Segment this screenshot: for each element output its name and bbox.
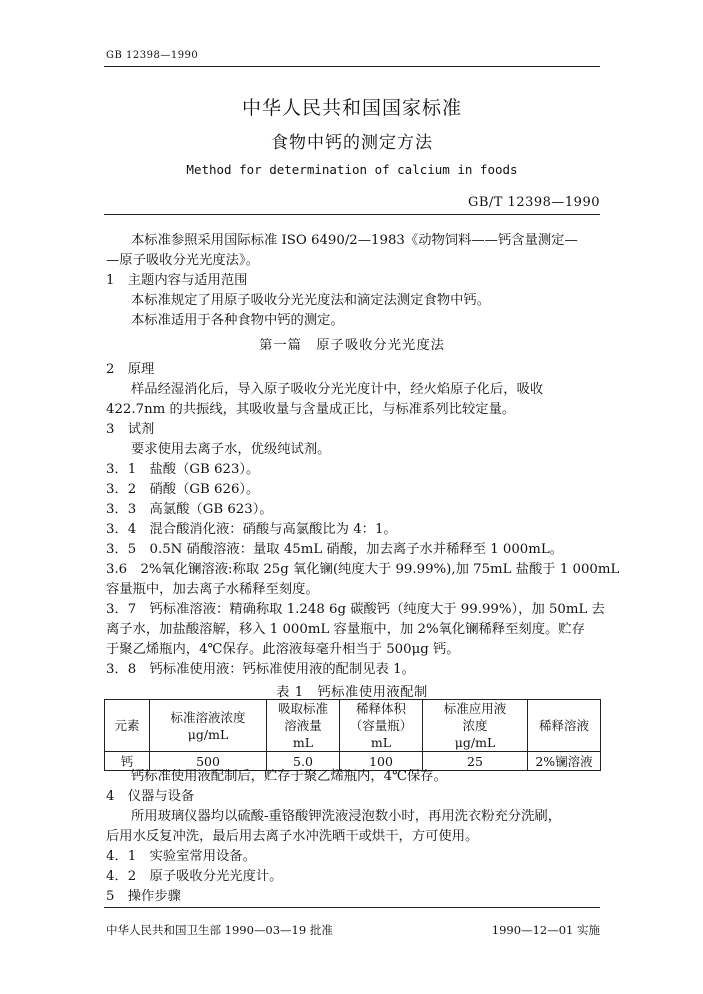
paragraph-line: 本标准参照采用国际标准 ISO 6490/2—1983《动物饲料——钙含量测定— <box>131 233 578 248</box>
paragraph-line: 离子水，加盐酸溶解，移入 1 000mL 容量瓶中，加 2%氧化镧稀释至刻度。贮存 <box>106 622 585 637</box>
paragraph-line: 所用玻璃仪器均以硫酸-重铬酸钾洗液浸泡数小时，再用洗衣粉充分洗刷， <box>131 809 561 824</box>
table-header-cell: 稀释溶液 <box>528 700 601 752</box>
paragraph-line: 于聚乙烯瓶内，4℃保存。此溶液每毫升相当于 500μg 钙。 <box>106 642 460 657</box>
section-heading: 4 仪器与设备 <box>106 789 195 804</box>
table-header-cell: 元素 <box>105 700 150 752</box>
part-title: 第一篇 原子吸收分光光度法 <box>259 338 445 353</box>
header-rule <box>104 66 600 67</box>
table-header-cell: 吸取标准 溶液量 mL <box>267 700 340 752</box>
list-item: 3．3 高氯酸（GB 623）。 <box>106 502 273 517</box>
list-item: 3．2 硝酸（GB 626）。 <box>106 482 260 497</box>
table-header-cell: 稀释体积 （容量瓶） mL <box>340 700 423 752</box>
footer-effective-date: 1990—12—01 实施 <box>491 923 600 937</box>
list-item: 3．1 盐酸（GB 623）。 <box>106 462 260 477</box>
table-cell: 钙 <box>105 752 150 771</box>
list-item: 3．4 混合酸消化液：硝酸与高氯酸比为 4：1。 <box>106 522 397 537</box>
table-cell: 2%镧溶液 <box>528 752 601 771</box>
header-standard-code: GB 12398—1990 <box>106 50 199 61</box>
section-heading: 1 主题内容与适用范围 <box>106 273 248 288</box>
standard-solution-table <box>104 699 601 771</box>
paragraph-line: 后用水反复冲洗，最后用去离子水冲洗晒干或烘干，方可使用。 <box>106 829 479 844</box>
paragraph-line: 本标准规定了用原子吸收分光光度法和滴定法测定食物中钙。 <box>131 293 491 308</box>
table-caption: 表 1 钙标准使用液配制 <box>276 685 428 700</box>
table-header-cell: 标准溶液浓度 μg/mL <box>150 700 267 752</box>
footer-approval: 中华人民共和国卫生部 1990—03—19 批准 <box>106 923 333 937</box>
list-item: 4．1 实验室常用设备。 <box>106 849 256 864</box>
paragraph-line: 样品经湿消化后，导入原子吸收分光光度计中，经火焰原子化后，吸收 <box>131 382 544 397</box>
paragraph-line: 422.7nm 的共振线，其吸收量与含量成正比，与标准系列比较定量。 <box>106 402 516 417</box>
list-item: 4．2 原子吸收分光光度计。 <box>106 869 283 884</box>
table-cell: 100 <box>340 752 423 771</box>
table-cell: 500 <box>150 752 267 771</box>
title-sub: 食物中钙的测定方法 <box>271 133 433 153</box>
paragraph-line: 容量瓶中，加去离子水稀释至刻度。 <box>106 582 319 597</box>
section-heading: 5 操作步骤 <box>106 889 181 904</box>
title-rule <box>104 214 600 215</box>
list-item: 3．5 0.5N 硝酸溶液：量取 45mL 硝酸，加去离子水并稀释至 1 000mL。 <box>106 542 564 557</box>
title-main: 中华人民共和国国家标准 <box>241 97 462 119</box>
paragraph-line: 要求使用去离子水，优级纯试剂。 <box>131 442 331 457</box>
table-cell: 5.0 <box>267 752 340 771</box>
title-english: Method for determination of calcium in foods <box>186 162 518 177</box>
paragraph-line: 钙标准使用液配制后，贮存于聚乙烯瓶内，4℃保存。 <box>131 769 447 784</box>
paragraph-line: 本标准适用于各种食物中钙的测定。 <box>131 313 344 328</box>
list-item: 3．7 钙标准溶液：精确称取 1.248 6g 碳酸钙（纯度大于 99.99%），加 50mL 去 <box>106 602 605 617</box>
standard-number: GB/T 12398—1990 <box>467 195 600 210</box>
paragraph-line: —原子吸收分光光度法》。 <box>106 253 259 268</box>
footer-rule <box>104 907 600 908</box>
section-heading: 3 试剂 <box>106 422 155 437</box>
table-header-cell: 标准应用液 浓度 μg/mL <box>423 700 528 752</box>
list-item: 3．8 钙标准使用液：钙标准使用液的配制见表 1。 <box>106 662 415 677</box>
table-header-row <box>105 700 601 752</box>
table-cell: 25 <box>423 752 528 771</box>
list-item: 3.6 2%氧化镧溶液:称取 25g 氧化镧(纯度大于 99.99%),加 75mL 盐酸于 1 000mL <box>106 562 620 577</box>
section-heading: 2 原理 <box>106 362 155 377</box>
